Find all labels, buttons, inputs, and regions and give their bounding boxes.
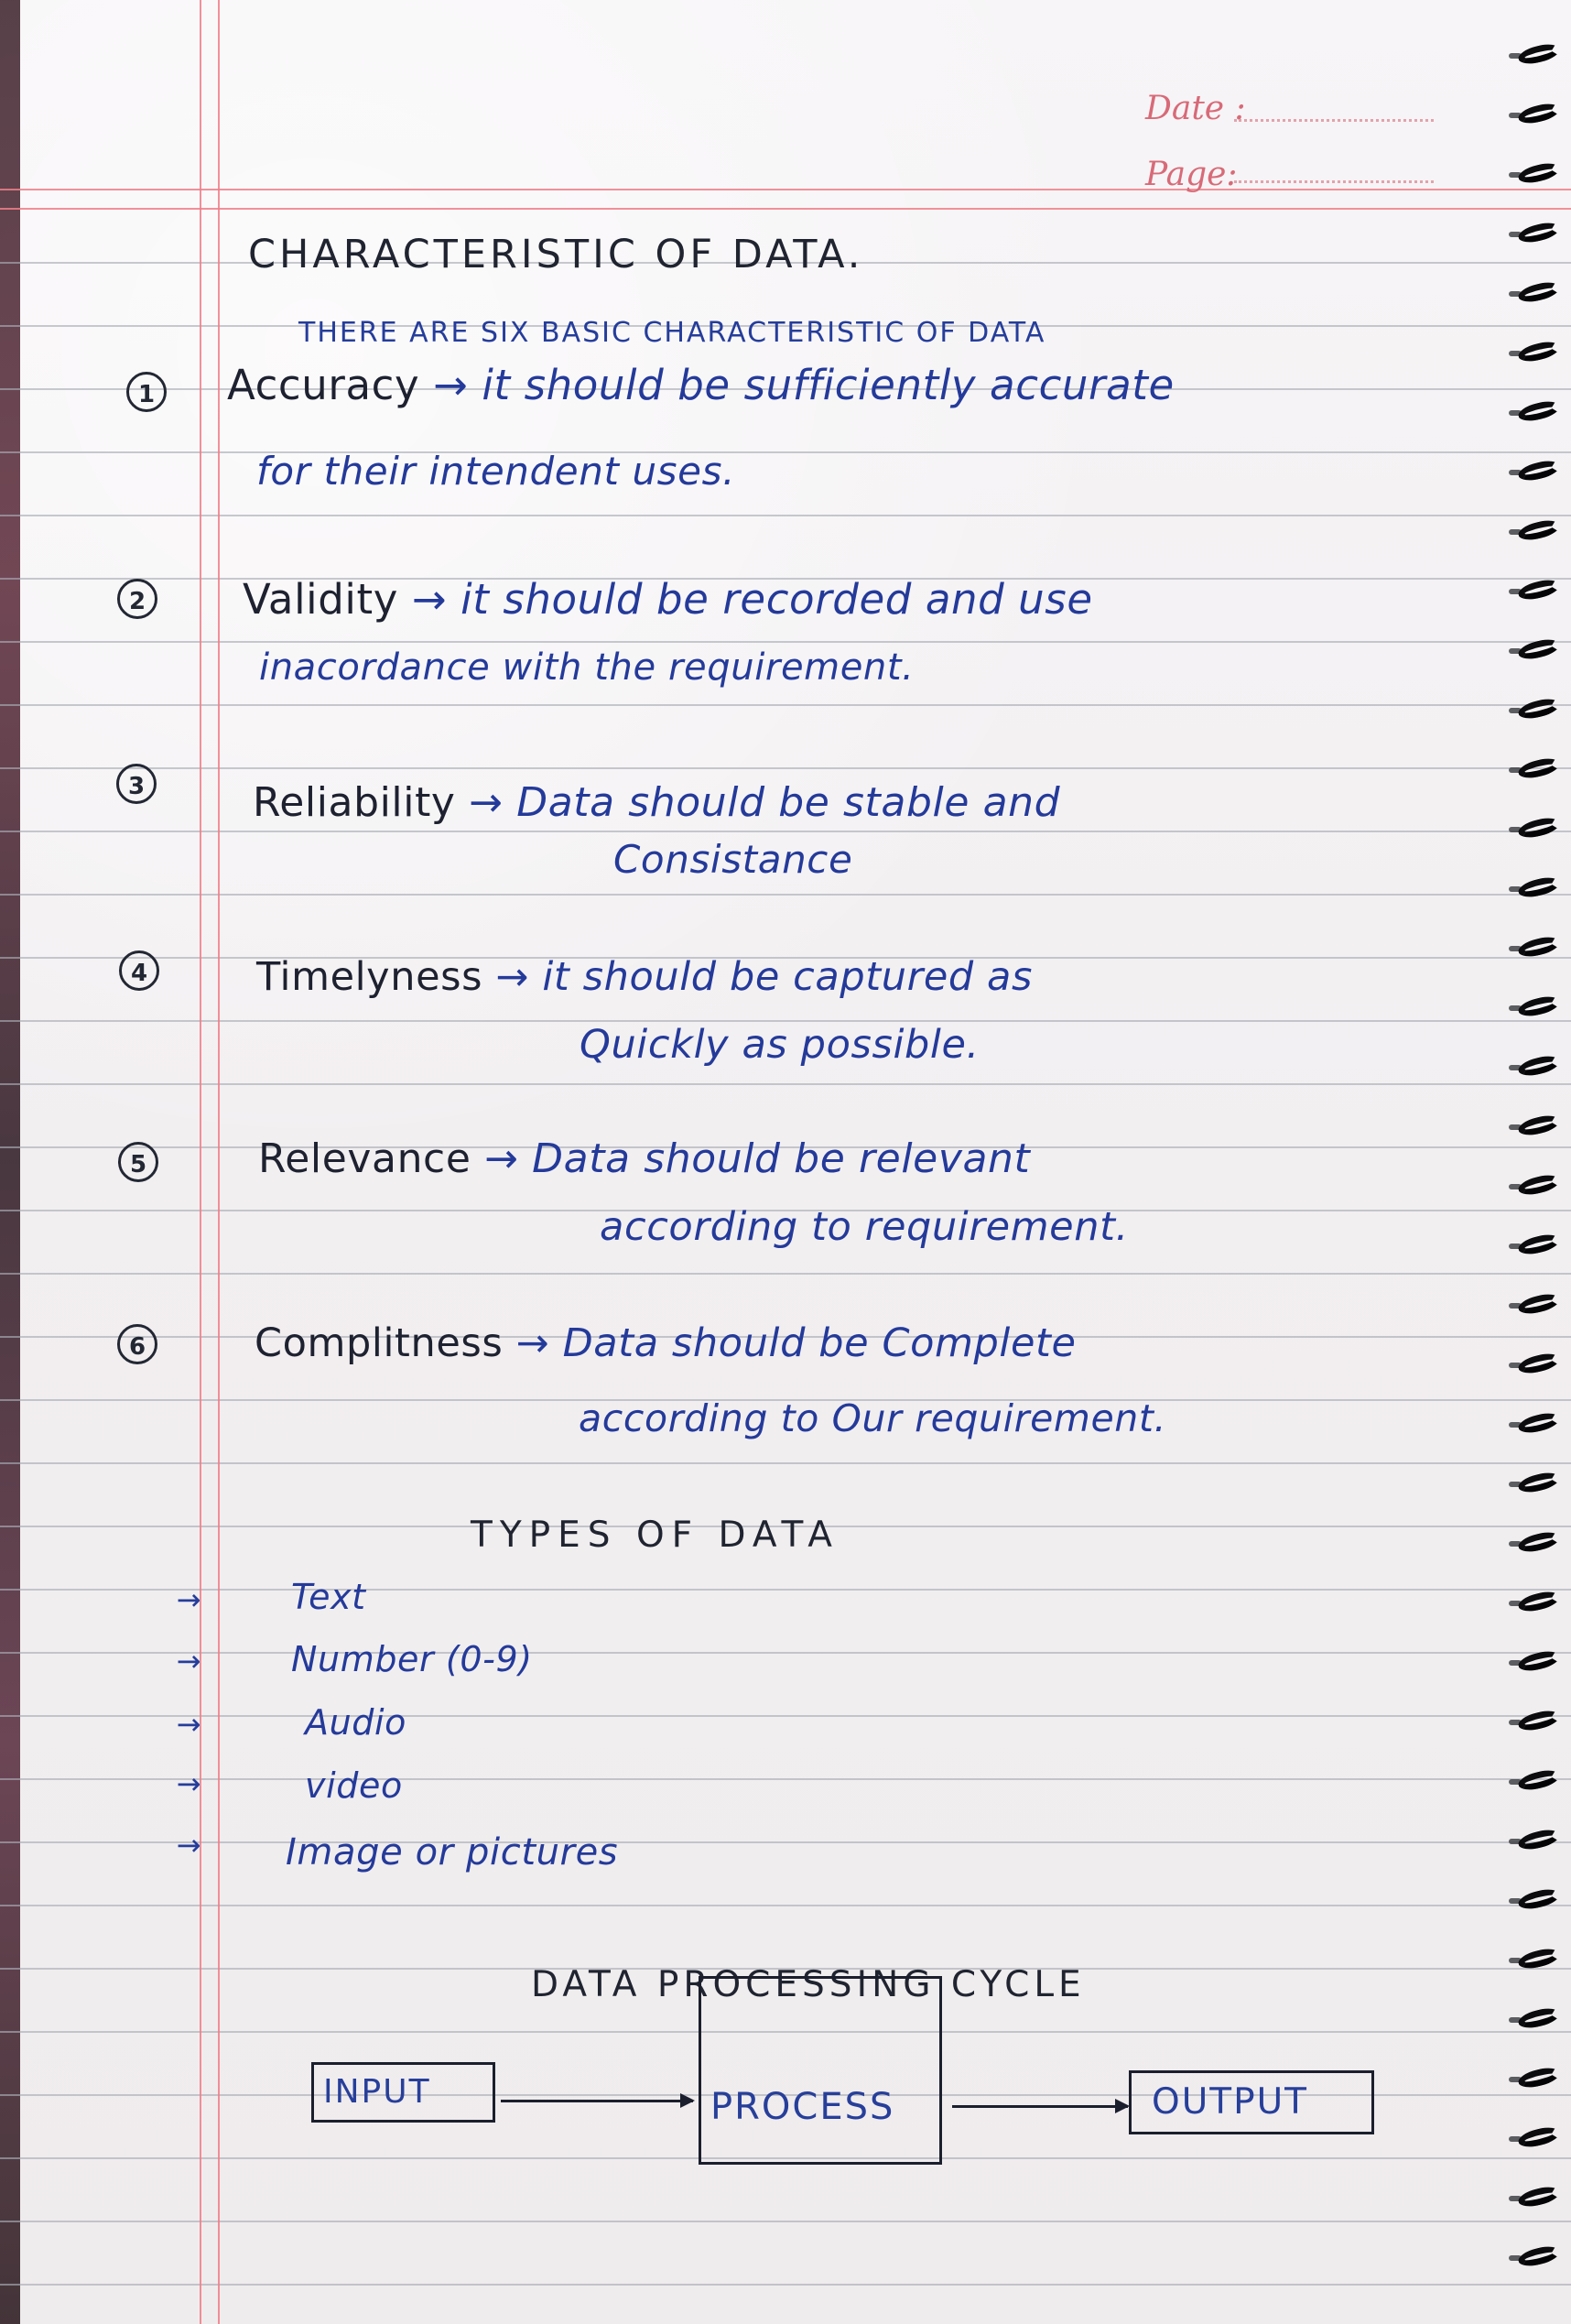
ruled-line	[0, 1462, 1571, 1464]
complitness-arrow: →	[515, 1320, 550, 1366]
binding-ring	[1517, 636, 1562, 663]
ruled-line	[0, 2221, 1571, 2222]
reliability-line-2: Consistance	[613, 837, 853, 882]
relevance-line-1: Data should be relevant	[532, 1135, 1031, 1182]
ruled-line	[0, 1083, 1571, 1085]
page-label: Page:	[1145, 156, 1238, 193]
type-arrow-icon: →	[176, 1707, 201, 1742]
type-arrow-icon: →	[176, 1582, 201, 1617]
complitness-line-1: Data should be Complete	[562, 1320, 1077, 1366]
binding-ring	[1517, 1708, 1562, 1734]
binding-ring	[1517, 1291, 1562, 1318]
ruled-line	[0, 1273, 1571, 1275]
item-3-number: 3	[116, 764, 157, 804]
left-margin-line	[200, 0, 201, 2324]
reliability-row	[253, 779, 1060, 826]
top-margin-line	[0, 189, 1571, 190]
ruled-line	[0, 767, 1571, 769]
input-to-process-arrow	[501, 2100, 693, 2102]
type-audio: Audio	[305, 1702, 407, 1743]
validity-term: Validity	[243, 575, 399, 624]
timelyness-term: Timelyness	[256, 954, 483, 1000]
binding-ring	[1517, 577, 1562, 603]
date-label: Date :	[1145, 90, 1246, 127]
type-arrow-icon: →	[176, 1644, 201, 1678]
item-2-number: 2	[117, 579, 157, 619]
binding-ring	[1517, 815, 1562, 842]
item-1-number: 1	[126, 372, 167, 412]
accuracy-term: Accuracy	[227, 361, 420, 409]
left-margin-line-2	[218, 0, 220, 2324]
intro-text: THERE ARE SIX BASIC CHARACTERISTIC OF DATA	[298, 317, 1046, 349]
reliability-arrow: →	[469, 779, 504, 826]
binding-ring	[1517, 2243, 1562, 2270]
binding-ring	[1517, 1470, 1562, 1496]
ruled-line	[0, 1841, 1571, 1843]
ruled-line	[0, 641, 1571, 643]
binding-ring	[1517, 1827, 1562, 1853]
ruled-line	[0, 451, 1571, 453]
binding-ring	[1517, 220, 1562, 246]
relevance-arrow: →	[484, 1135, 519, 1182]
ruled-line	[0, 1652, 1571, 1654]
binding-ring	[1517, 1053, 1562, 1080]
timelyness-arrow: →	[495, 954, 530, 1000]
validity-arrow: →	[411, 575, 448, 624]
accuracy-line-2: for their intendent uses.	[256, 449, 736, 494]
ruled-line	[0, 2284, 1571, 2286]
ruled-line	[0, 1715, 1571, 1717]
validity-row	[243, 575, 1093, 624]
output-box: OUTPUT	[1129, 2070, 1374, 2134]
page-entry-dots	[1234, 180, 1434, 183]
item-5-number: 5	[118, 1142, 158, 1182]
input-box: INPUT	[311, 2062, 495, 2123]
complitness-term: Complitness	[255, 1320, 504, 1366]
binding-ring	[1517, 1351, 1562, 1377]
binding-ring	[1517, 1886, 1562, 1913]
binding-ring	[1517, 101, 1562, 127]
binding-ring	[1517, 755, 1562, 782]
ruled-line	[0, 894, 1571, 896]
cycle-title: DATA PROCESSING CYCLE	[531, 1964, 1086, 2005]
type-video: video	[305, 1765, 403, 1806]
binding-ring	[1517, 1767, 1562, 1794]
binding-ring	[1517, 1589, 1562, 1615]
ruled-line	[0, 831, 1571, 832]
binding-ring	[1517, 339, 1562, 365]
relevance-line-2: according to requirement.	[600, 1204, 1129, 1250]
binding-ring	[1517, 1232, 1562, 1258]
binding-ring	[1517, 41, 1562, 68]
binding-ring	[1517, 2184, 1562, 2210]
complitness-row	[255, 1320, 1077, 1366]
binding-ring	[1517, 1113, 1562, 1139]
binding-ring	[1517, 1172, 1562, 1199]
relevance-term: Relevance	[258, 1135, 471, 1182]
type-image: Image or pictures	[286, 1831, 619, 1873]
type-text: Text	[291, 1577, 366, 1617]
type-arrow-icon: →	[176, 1828, 201, 1862]
reliability-line-1: Data should be stable and	[516, 779, 1061, 826]
binding-ring	[1517, 458, 1562, 484]
item-4-number: 4	[119, 950, 159, 991]
timelyness-line-1: it should be captured as	[542, 954, 1034, 1000]
type-arrow-icon: →	[176, 1766, 201, 1801]
binding-ring	[1517, 1529, 1562, 1556]
binding-ring	[1517, 874, 1562, 901]
timelyness-row	[256, 954, 1033, 1000]
date-entry-dots	[1234, 119, 1434, 122]
accuracy-line-1: it should be sufficiently accurate	[482, 361, 1175, 409]
accuracy-arrow: →	[433, 361, 469, 409]
binding-ring	[1517, 2124, 1562, 2151]
binding-ring	[1517, 2005, 1562, 2032]
ruled-line	[0, 1905, 1571, 1906]
binding-ring	[1517, 279, 1562, 306]
item-6-number: 6	[117, 1324, 157, 1364]
binding-ring	[1517, 517, 1562, 544]
types-title: TYPES OF DATA	[471, 1515, 840, 1556]
accuracy-row	[227, 361, 1175, 409]
ruled-line	[0, 515, 1571, 516]
binding-ring	[1517, 1410, 1562, 1437]
ruled-line	[0, 704, 1571, 706]
page-title: CHARACTERISTIC OF DATA.	[248, 232, 864, 277]
validity-line-1: it should be recorded and use	[460, 575, 1093, 624]
validity-line-2: inacordance with the requirement.	[259, 646, 915, 689]
binding-ring	[1517, 696, 1562, 722]
process-to-output-arrow	[952, 2105, 1128, 2108]
process-box: PROCESS	[699, 1976, 942, 2165]
relevance-row	[258, 1135, 1030, 1182]
reliability-term: Reliability	[253, 779, 456, 826]
complitness-line-2: according to Our requirement.	[579, 1396, 1167, 1440]
top-margin-line-2	[0, 208, 1571, 210]
binding-ring	[1517, 160, 1562, 187]
binding-ring	[1517, 2065, 1562, 2091]
page-edge-shadow	[0, 0, 20, 2324]
ruled-line	[0, 1778, 1571, 1780]
type-number: Number (0-9)	[291, 1639, 533, 1679]
ruled-line	[0, 1589, 1571, 1591]
binding-ring	[1517, 398, 1562, 425]
timelyness-line-2: Quickly as possible.	[580, 1022, 980, 1068]
binding-ring	[1517, 934, 1562, 961]
binding-ring	[1517, 994, 1562, 1020]
